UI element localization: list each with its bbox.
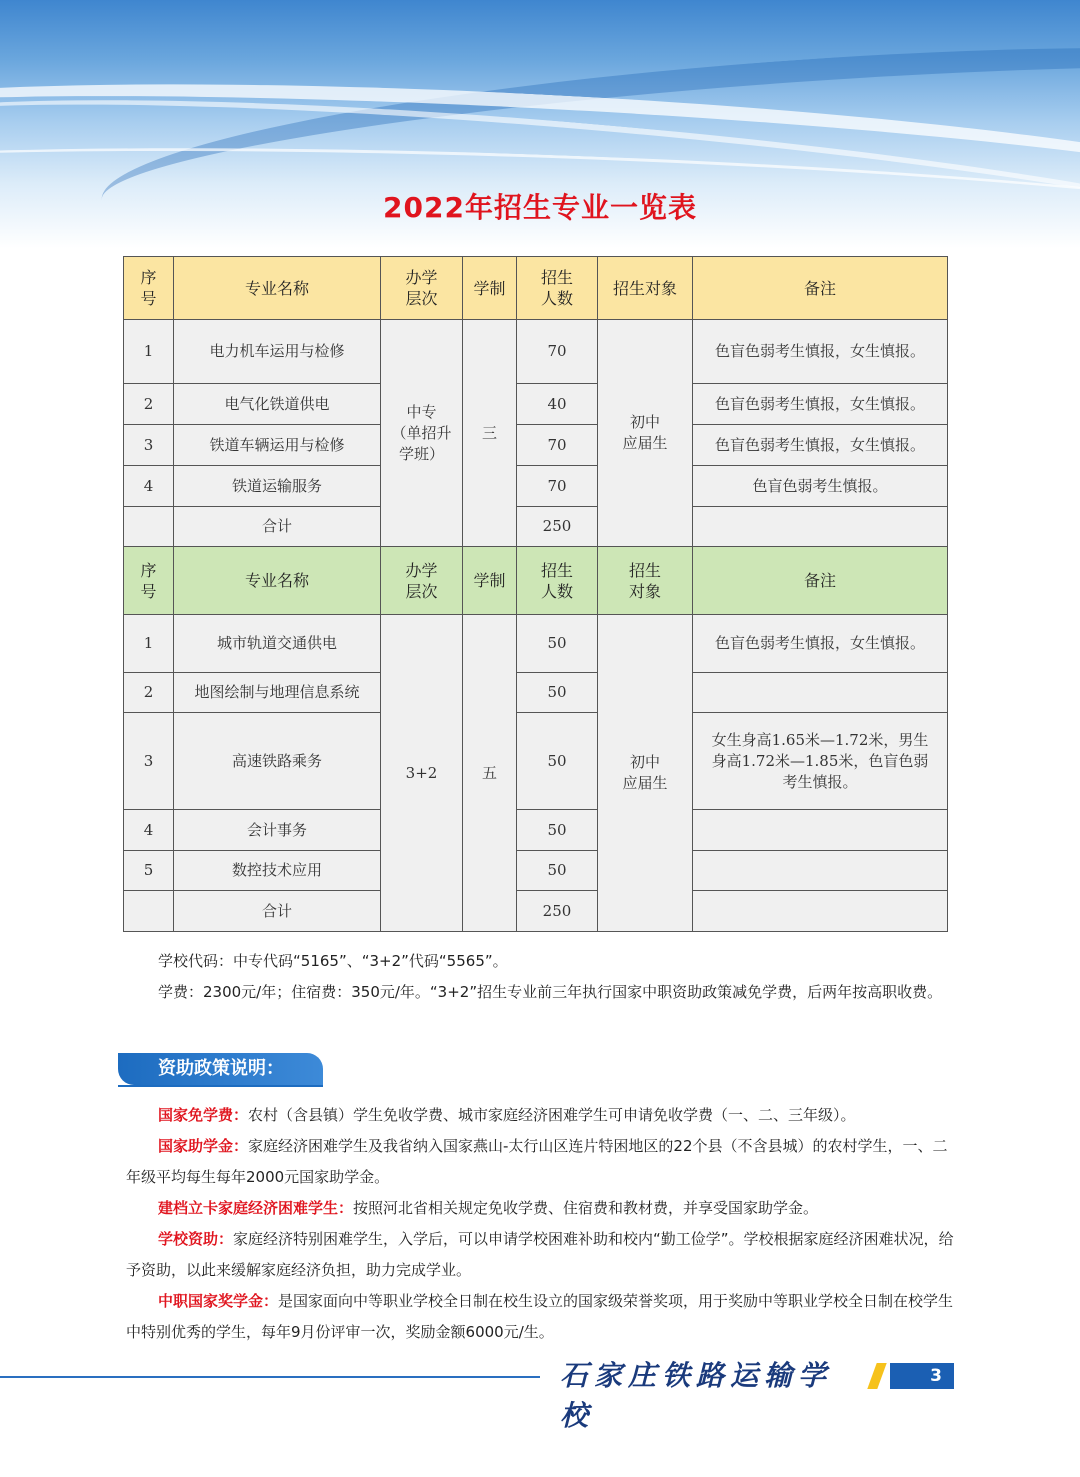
header-cell: 办学 层次: [381, 547, 463, 615]
major-name: 电气化铁道供电: [174, 384, 381, 425]
row-number: 3: [124, 713, 174, 810]
header-cell: 招生 人数: [517, 547, 598, 615]
remark: 色盲色弱考生慎报，女生慎报。: [693, 384, 948, 425]
major-name: 数控技术应用: [174, 851, 381, 891]
remark: [693, 810, 948, 851]
table-row: [124, 810, 948, 851]
total-count: 250: [517, 891, 598, 932]
policy-label: 国家免学费：: [158, 1106, 249, 1124]
policy-section-title: 资助政策说明：: [118, 1053, 323, 1085]
study-duration: 五: [463, 615, 517, 932]
policy-list: [126, 1100, 956, 1348]
total-count: 250: [517, 507, 598, 547]
row-number: 2: [124, 384, 174, 425]
remark: 色盲色弱考生慎报，女生慎报。: [693, 615, 948, 673]
footer-line: [0, 1376, 540, 1378]
enroll-count: 50: [517, 673, 598, 713]
enroll-target: 初中 应届生: [598, 320, 693, 547]
table-row: [124, 673, 948, 713]
policy-text: 农村（含县镇）学生免收学费、城市家庭经济困难学生可申请免收学费（一、二、三年级）。: [248, 1106, 856, 1124]
policy-label: 学校资助：: [158, 1230, 234, 1248]
footer-school-name: 石家庄铁路运输学校: [560, 1359, 833, 1432]
enrollment-table: [123, 256, 948, 932]
policy-text: 按照河北省相关规定免收学费、住宿费和教材费，并享受国家助学金。: [353, 1199, 819, 1217]
enroll-count: 70: [517, 466, 598, 507]
remark: 色盲色弱考生慎报。: [693, 466, 948, 507]
major-name: 铁道运输服务: [174, 466, 381, 507]
remark: [693, 891, 948, 932]
page-number: 3: [890, 1363, 954, 1389]
enroll-count: 70: [517, 320, 598, 384]
row-number: 2: [124, 673, 174, 713]
policy-item: [126, 1100, 956, 1131]
major-name: 高速铁路乘务: [174, 713, 381, 810]
remark: 色盲色弱考生慎报，女生慎报。: [693, 320, 948, 384]
header-cell: 招生 对象: [598, 547, 693, 615]
header-cell: 学制: [463, 547, 517, 615]
table2-header-row: [124, 547, 948, 615]
major-name: 地图绘制与地理信息系统: [174, 673, 381, 713]
school-level: 3+2: [381, 615, 463, 932]
table-row: [124, 713, 948, 810]
header-cell: 学制: [463, 257, 517, 320]
page-title: 2022年招生专业一览表: [383, 191, 697, 224]
enroll-count: 70: [517, 425, 598, 466]
fees-text: 学费：2300元/年；住宿费：350元/年。“3+2”招生专业前三年执行国家中职资助政策减免学费，后两年按高职收费。: [158, 983, 943, 1001]
policy-item: [126, 1286, 956, 1348]
enroll-count: 50: [517, 851, 598, 891]
major-name: 会计事务: [174, 810, 381, 851]
row-number: [124, 891, 174, 932]
total-label: 合计: [174, 507, 381, 547]
fee-notes: [126, 946, 956, 1008]
policy-item: [126, 1224, 956, 1286]
header-cell: 备注: [693, 257, 948, 320]
enroll-target: 初中 应届生: [598, 615, 693, 932]
header-cell: 备注: [693, 547, 948, 615]
study-duration: 三: [463, 320, 517, 547]
major-name: 电力机车运用与检修: [174, 320, 381, 384]
enroll-count: 40: [517, 384, 598, 425]
total-row: [124, 891, 948, 932]
row-number: [124, 507, 174, 547]
policy-item: [126, 1131, 956, 1193]
remark: [693, 673, 948, 713]
row-number: 4: [124, 810, 174, 851]
table-row: [124, 320, 948, 384]
policy-text: 家庭经济特别困难学生，入学后，可以申请学校困难补助和校内“勤工俭学”。学校根据家庭经济困难状况，给予资助，以此来缓解家庭经济负担，助力完成学业。: [126, 1230, 954, 1279]
header-cell: 招生 人数: [517, 257, 598, 320]
row-number: 1: [124, 320, 174, 384]
table-row: [124, 425, 948, 466]
table-row: [124, 615, 948, 673]
enroll-count: 50: [517, 810, 598, 851]
enroll-count: 50: [517, 713, 598, 810]
total-row: [124, 507, 948, 547]
policy-label: 建档立卡家庭经济困难学生：: [158, 1199, 354, 1217]
row-number: 3: [124, 425, 174, 466]
policy-text: 家庭经济困难学生及我省纳入国家燕山-太行山区连片特困地区的22个县（不含县城）的农村学生，一、二年级平均每生每年2000元国家助学金。: [126, 1137, 948, 1186]
header-cell: 专业名称: [174, 547, 381, 615]
table-row: [124, 466, 948, 507]
total-label: 合计: [174, 891, 381, 932]
section-divider: [118, 1085, 323, 1087]
header-cell: 序 号: [124, 547, 174, 615]
remark: 色盲色弱考生慎报，女生慎报。: [693, 425, 948, 466]
footer-accent-stripe: [867, 1363, 886, 1389]
enroll-count: 50: [517, 615, 598, 673]
header-banner: [0, 0, 1080, 270]
table-row: [124, 384, 948, 425]
policy-label: 中职国家奖学金：: [158, 1292, 279, 1310]
header-cell: 招生对象: [598, 257, 693, 320]
major-name: 铁道车辆运用与检修: [174, 425, 381, 466]
header-cell: 序 号: [124, 257, 174, 320]
remark: [693, 507, 948, 547]
row-number: 1: [124, 615, 174, 673]
table-row: [124, 851, 948, 891]
row-number: 4: [124, 466, 174, 507]
remark: 女生身高1.65米—1.72米，男生身高1.72米—1.85米，色盲色弱考生慎报。: [693, 713, 948, 810]
header-cell: 专业名称: [174, 257, 381, 320]
policy-label: 国家助学金：: [158, 1137, 249, 1155]
row-number: 5: [124, 851, 174, 891]
table1-header-row: [124, 257, 948, 320]
policy-item: [126, 1193, 956, 1224]
school-code-text: 学校代码：中专代码“5165”、“3+2”代码“5565”。: [158, 952, 508, 970]
remark: [693, 851, 948, 891]
policy-text: 是国家面向中等职业学校全日制在校生设立的国家级荣誉奖项，用于奖励中等职业学校全日制在校学生中特别优秀的学生，每年9月份评审一次，奖励金额6000元/生。: [126, 1292, 954, 1341]
school-level: 中专 （单招升 学班）: [381, 320, 463, 547]
major-name: 城市轨道交通供电: [174, 615, 381, 673]
header-cell: 办学 层次: [381, 257, 463, 320]
